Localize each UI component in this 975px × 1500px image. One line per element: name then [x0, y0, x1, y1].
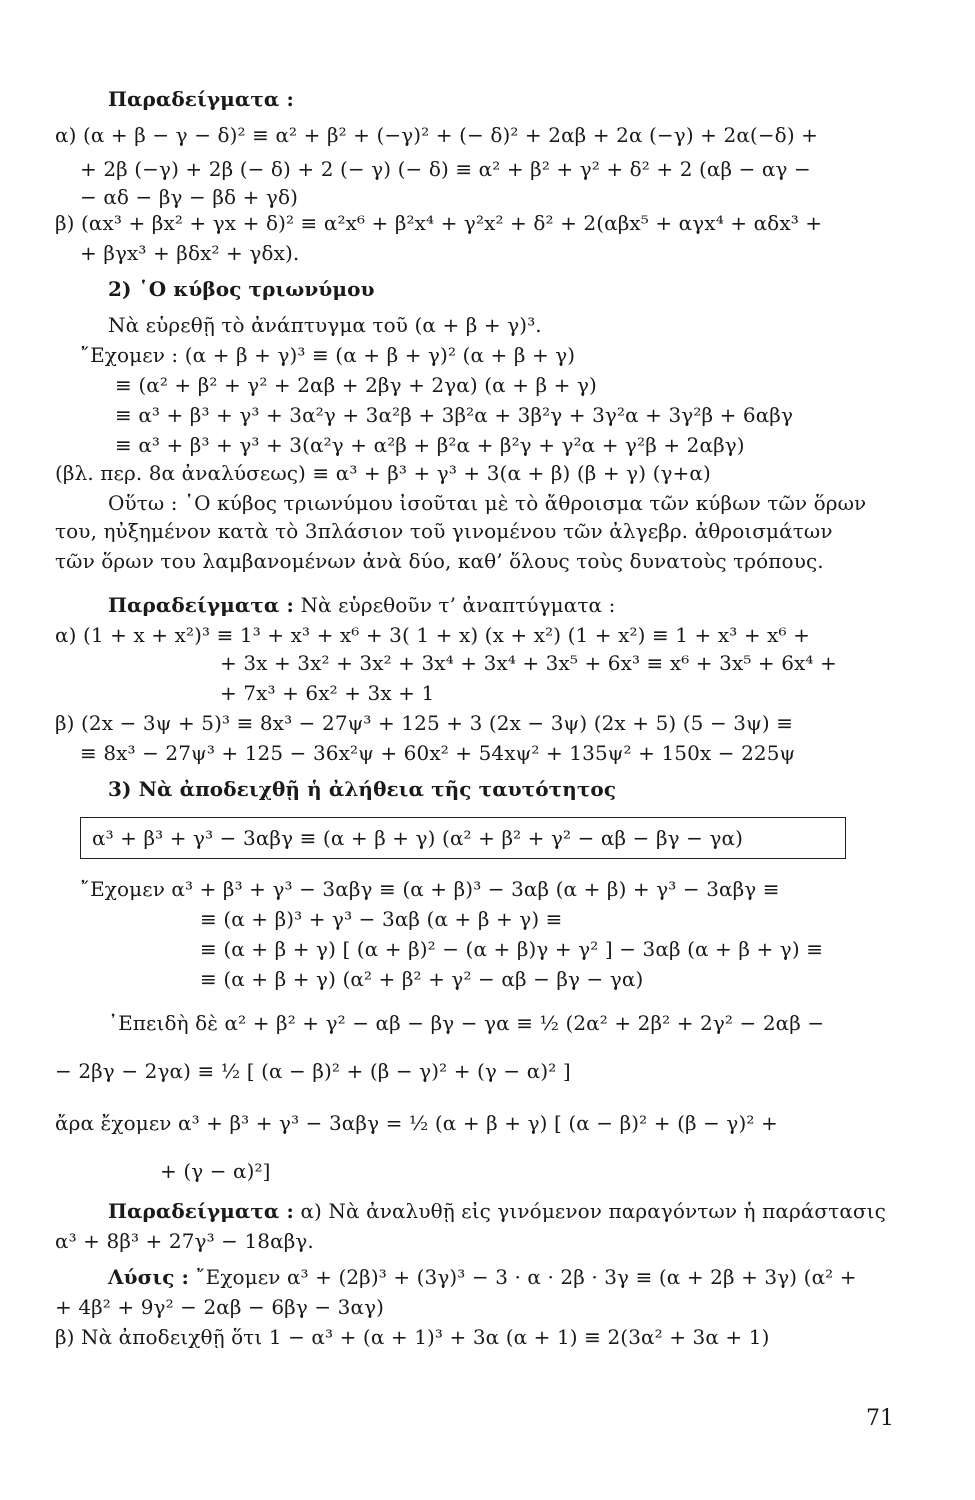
- solution-line: [108, 1264, 857, 1290]
- text-line: ≡ (α² + β² + γ² + 2αβ + 2βγ + 2γα) (α + β + γ): [115, 373, 597, 397]
- text-line: α) (α + β − γ − δ)² ≡ α² + β² + (−γ)² + (− δ)² + 2αβ + 2α (−γ) + 2α(−δ) +: [55, 123, 819, 147]
- text-line: + (γ − α)²]: [160, 1159, 271, 1183]
- text-line: ῎Εχομεν : (α + β + γ)³ ≡ (α + β + γ)² (α + β + γ): [80, 343, 576, 367]
- solution-text: ῎Εχομεν α³ + (2β)³ + (3γ)³ − 3 · α · 2β · 3γ ≡ (α + 2β + 3γ) (α² +: [195, 1265, 857, 1289]
- examples-line-3: [108, 1198, 886, 1224]
- text-line: β) (2x − 3ψ + 5)³ ≡ 8x³ − 27ψ³ + 125 + 3 (2x − 3ψ) (2x + 5) (5 − 3ψ) ≡: [55, 711, 794, 735]
- text-line: β) Νὰ ἀποδειχθῇ ὅτι 1 − α³ + (α + 1)³ + 3α (α + 1) ≡ 2(3α² + 3α + 1): [55, 1325, 770, 1349]
- text-line: τῶν ὅρων του λαμβανομένων ἀνὰ δύο, καθ’ ὅλους τοὺς δυνατοὺς τρόπους.: [55, 549, 824, 573]
- heading-cube-of-trinomial: 2) ῾Ο κύβος τριωνύμου: [108, 277, 375, 301]
- text-line: + 7x³ + 6x² + 3x + 1: [220, 681, 435, 705]
- text-line: β) (αx³ + βx² + γx + δ)² ≡ α²x⁶ + β²x⁴ + γ²x² + δ² + 2(αβx⁵ + αγx⁴ + αδx³ +: [55, 211, 823, 235]
- text-line: α) (1 + x + x²)³ ≡ 1³ + x³ + x⁶ + 3( 1 + x) (x + x²) (1 + x²) ≡ 1 + x³ + x⁶ +: [55, 623, 810, 647]
- heading-solution: Λύσις :: [108, 1265, 190, 1289]
- text-line: ≡ (α + β + γ) (α² + β² + γ² − αβ − βγ − γα): [200, 967, 644, 991]
- text-line: α³ + 8β³ + 27γ³ − 18αβγ.: [55, 1229, 314, 1253]
- text-line: + 4β² + 9γ² − 2αβ − 6βγ − 3αγ): [55, 1295, 385, 1319]
- text-line: ≡ (α + β + γ) [ (α + β)² − (α + β)γ + γ² ] − 3αβ (α + β + γ) ≡: [200, 937, 824, 961]
- examples-line-2: [108, 592, 615, 618]
- text-line: ≡ 8x³ − 27ψ³ + 125 − 36x²ψ + 60x² + 54xψ² + 135ψ² + 150x − 225ψ: [80, 741, 796, 765]
- text-line: ≡ α³ + β³ + γ³ + 3(α²γ + α²β + β²α + β²γ + γ²α + γ²β + 2αβγ): [115, 433, 745, 457]
- heading-prove-identity: 3) Νὰ ἀποδειχθῇ ἡ ἀλήθεια τῆς ταυτότητος: [108, 777, 617, 801]
- heading-examples-3: Παραδείγματα :: [108, 1199, 294, 1223]
- text-line: + 2β (−γ) + 2β (− δ) + 2 (− γ) (− δ) ≡ α² + β² + γ² + δ² + 2 (αβ − αγ −: [80, 157, 811, 181]
- page-number: 71: [866, 1406, 894, 1431]
- text-line: ≡ α³ + β³ + γ³ + 3α²γ + 3α²β + 3β²α + 3β²γ + 3γ²α + 3γ²β + 6αβγ: [115, 403, 794, 427]
- text-line: ἄρα ἔχομεν α³ + β³ + γ³ − 3αβγ = ½ (α + β + γ) [ (α − β)² + (β − γ)² +: [55, 1111, 778, 1135]
- text-line: (βλ. περ. 8α ἀναλύσεως) ≡ α³ + β³ + γ³ + 3(α + β) (β + γ) (γ+α): [55, 461, 711, 485]
- text-line: Νὰ εὑρεθῇ τὸ ἀνάπτυγμα τοῦ (α + β + γ)³.: [108, 313, 542, 337]
- heading-examples-2: Παραδείγματα :: [108, 593, 294, 617]
- examples-intro-text: Νὰ εὑρεθοῦν τ’ ἀναπτύγματα :: [300, 593, 616, 617]
- text-line: + βγx³ + βδx² + γδx).: [80, 241, 300, 265]
- identity-formula: α³ + β³ + γ³ − 3αβγ ≡ (α + β + γ) (α² + β² + γ² − αβ − βγ − γα): [92, 826, 744, 850]
- text-line: − αδ − βγ − βδ + γδ): [80, 185, 298, 209]
- text-line: − 2βγ − 2γα) ≡ ½ [ (α − β)² + (β − γ)² + (γ − α)² ]: [55, 1059, 571, 1083]
- text-line: ῎Εχομεν α³ + β³ + γ³ − 3αβγ ≡ (α + β)³ − 3αβ (α + β) + γ³ − 3αβγ ≡: [80, 877, 780, 901]
- text-line: του, ηὐξημένον κατὰ τὸ 3πλάσιον τοῦ γινομένου τῶν ἀλγεβρ. ἀθροισμάτων: [55, 519, 833, 543]
- text-line: Οὕτω : ῾Ο κύβος τριωνύμου ἰσοῦται μὲ τὸ ἄθροισμα τῶν κύβων τῶν ὅρων: [108, 491, 867, 515]
- text-line: ᾽Επειδὴ δὲ α² + β² + γ² − αβ − βγ − γα ≡ ½ (2α² + 2β² + 2γ² − 2αβ −: [108, 1011, 825, 1035]
- text-line: ≡ (α + β)³ + γ³ − 3αβ (α + β + γ) ≡: [200, 907, 563, 931]
- example-a-text: α) Νὰ ἀναλυθῇ εἰς γινόμενον παραγόντων ἡ παράστασις: [300, 1199, 886, 1223]
- heading-examples-1: Παραδείγματα :: [108, 87, 294, 111]
- text-line: + 3x + 3x² + 3x² + 3x⁴ + 3x⁴ + 3x⁵ + 6x³ ≡ x⁶ + 3x⁵ + 6x⁴ +: [220, 651, 837, 675]
